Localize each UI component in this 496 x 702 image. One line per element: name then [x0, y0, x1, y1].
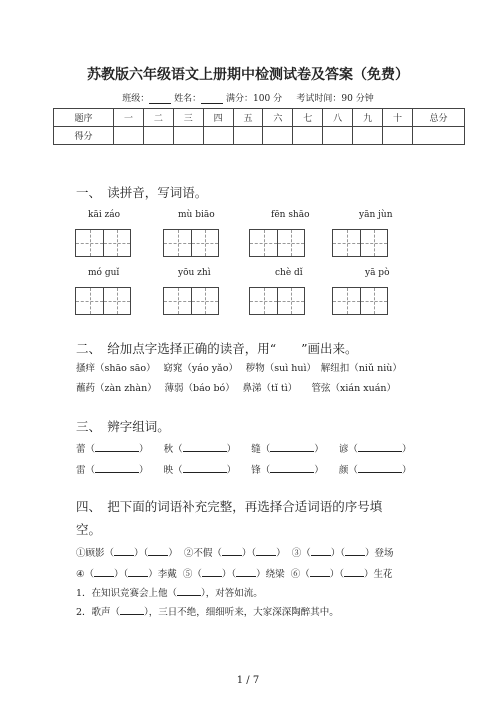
exam-time: 考试时间：90 分钟	[296, 94, 374, 104]
writing-grid[interactable]	[163, 287, 219, 315]
answer-blank[interactable]	[94, 567, 114, 577]
char-prompt: 颜（	[338, 465, 358, 476]
table-header: 七	[293, 109, 323, 127]
score-cell[interactable]	[293, 127, 323, 145]
idiom-text: ）	[168, 548, 178, 559]
exam-info	[0, 91, 496, 104]
char-prompt: 秋（	[163, 444, 183, 455]
pinyin-label: chè dǐ	[275, 268, 303, 278]
char-prompt: 蕾（	[76, 444, 96, 455]
paren-close: ）	[226, 465, 237, 476]
answer-blank[interactable]	[202, 567, 222, 577]
table-header: 总分	[413, 109, 465, 127]
score-cell[interactable]	[383, 127, 413, 145]
char-prompt: 谚（	[338, 444, 358, 455]
score-table-header-row	[54, 109, 465, 127]
table-header: 一	[114, 109, 144, 127]
pinyin-label: kāi záo	[88, 210, 121, 220]
answer-blank[interactable]	[95, 463, 139, 473]
answer-blank[interactable]	[95, 442, 139, 452]
idiom-text: ②不假（	[183, 548, 222, 559]
score-cell[interactable]	[323, 127, 353, 145]
pronunciation-line: 蘸药（zàn zhàn） 薄弱（báo bó） 鼻涕（tǐ tì） 管弦（xián xuán）	[76, 383, 396, 394]
word-group-row	[76, 441, 411, 455]
page-number: 1 / 7	[236, 675, 260, 686]
idiom-text: ）（	[329, 569, 344, 580]
answer-blank[interactable]	[236, 567, 256, 577]
idiom-text: ）（	[241, 548, 257, 559]
name-label: 姓名：	[174, 94, 202, 104]
answer-blank[interactable]	[344, 567, 364, 577]
score-cell[interactable]	[114, 127, 144, 145]
answer-blank[interactable]	[177, 586, 201, 596]
score-cell[interactable]	[233, 127, 263, 145]
writing-grid[interactable]	[163, 229, 219, 257]
score-cell[interactable]	[143, 127, 173, 145]
answer-blank[interactable]	[358, 463, 402, 473]
idiom-text: ）（	[114, 569, 129, 580]
pinyin-label: fēn shāo	[271, 210, 310, 220]
answer-blank[interactable]	[310, 567, 330, 577]
full-score: 满分：100 分	[226, 94, 283, 104]
pinyin-label: yōu zhì	[178, 268, 211, 278]
pinyin-label: mó guǐ	[88, 268, 120, 278]
paren-close: ）	[226, 444, 237, 455]
idiom-row	[76, 545, 393, 559]
class-label: 班级：	[122, 94, 150, 104]
answer-blank[interactable]	[183, 463, 227, 473]
answer-blank[interactable]	[148, 546, 168, 556]
writing-grid[interactable]	[249, 287, 305, 315]
idiom-text: ）（	[134, 548, 149, 559]
score-cell[interactable]	[353, 127, 383, 145]
idiom-text: ）李戴	[148, 569, 177, 580]
pinyin-label: yā pò	[365, 268, 390, 278]
answer-blank[interactable]	[358, 442, 402, 452]
char-prompt: 雷（	[76, 465, 96, 476]
answer-blank[interactable]	[183, 442, 227, 452]
idiom-text: ①顾影（	[76, 548, 115, 559]
answer-blank[interactable]	[256, 546, 276, 556]
table-header: 六	[263, 109, 293, 127]
writing-grid[interactable]	[249, 229, 305, 257]
table-header: 四	[203, 109, 233, 127]
score-cell[interactable]	[173, 127, 203, 145]
score-cell[interactable]	[263, 127, 293, 145]
answer-blank[interactable]	[270, 442, 314, 452]
writing-grid[interactable]	[75, 287, 131, 315]
page-title: 苏教版六年级语文上册期中检测试卷及答案（免费）	[87, 67, 409, 83]
answer-blank[interactable]	[270, 463, 314, 473]
writing-grid[interactable]	[332, 287, 388, 315]
idiom-text: ）（	[221, 569, 237, 580]
section-2-title: 二、 给加点字选择正确的读音，用“ ”画出来。	[76, 341, 358, 356]
idiom-text: ）	[276, 548, 286, 559]
answer-blank[interactable]	[128, 567, 148, 577]
idiom-text: ③（	[291, 548, 311, 559]
idiom-text: ⑤（	[182, 569, 202, 580]
idiom-text: ）（	[330, 548, 345, 559]
score-table	[53, 108, 465, 145]
answer-blank[interactable]	[114, 546, 134, 556]
section-4-title: 四、 把下面的词语补充完整，再选择合适词语的序号填	[76, 499, 383, 514]
table-header: 十	[383, 109, 413, 127]
score-row-label: 得分	[54, 127, 114, 145]
idiom-row	[76, 566, 393, 580]
paren-close: ）	[401, 444, 412, 455]
idiom-text: ⑥（	[290, 569, 310, 580]
pinyin-label: yān jùn	[359, 210, 393, 220]
idiom-text: ④（	[76, 569, 95, 580]
answer-blank[interactable]	[222, 546, 242, 556]
score-cell[interactable]	[413, 127, 465, 145]
question-text: ），对答如流。	[201, 588, 263, 599]
paren-close: ）	[401, 465, 412, 476]
idiom-text: ）登场	[364, 548, 394, 559]
char-prompt: 映（	[163, 465, 183, 476]
score-table-row	[54, 127, 465, 145]
table-header: 八	[323, 109, 353, 127]
pinyin-label: mù biāo	[178, 210, 215, 220]
paren-close: ）	[139, 444, 149, 455]
paren-close: ）	[314, 465, 324, 476]
writing-grid[interactable]	[332, 229, 388, 257]
section-4-title-cont: 空。	[76, 522, 102, 537]
score-cell[interactable]	[203, 127, 233, 145]
answer-blank[interactable]	[120, 605, 144, 615]
question-text: 1．在知识竞赛会上他（	[76, 588, 178, 599]
idiom-text: ）生花	[363, 569, 393, 580]
table-header: 九	[353, 109, 383, 127]
table-header: 五	[233, 109, 263, 127]
char-prompt: 缝（	[251, 444, 271, 455]
idiom-text: ）绕梁	[256, 569, 285, 580]
answer-blank[interactable]	[311, 546, 331, 556]
answer-blank[interactable]	[345, 546, 365, 556]
writing-grid[interactable]	[75, 229, 131, 257]
question-text: ），三日不绝，细细听来，大家深深陶醉其中。	[144, 607, 339, 618]
question-2	[76, 604, 339, 618]
section-3-title: 三、 辨字组词。	[76, 419, 170, 434]
table-header: 二	[143, 109, 173, 127]
question-text: 2．歌声（	[76, 607, 121, 618]
table-header: 三	[173, 109, 203, 127]
table-header: 题序	[54, 109, 114, 127]
char-prompt: 锋（	[251, 465, 271, 476]
word-group-row	[76, 462, 411, 476]
paren-close: ）	[139, 465, 149, 476]
pronunciation-line: 搔痒（shāo sāo） 窈窕（yáo yǎo） 秽物（suì huì） 解纽扣（niǔ niù）	[76, 363, 402, 374]
section-1-title: 一、 读拼音，写词语。	[76, 185, 208, 200]
question-1	[76, 585, 263, 599]
paren-close: ）	[314, 444, 324, 455]
